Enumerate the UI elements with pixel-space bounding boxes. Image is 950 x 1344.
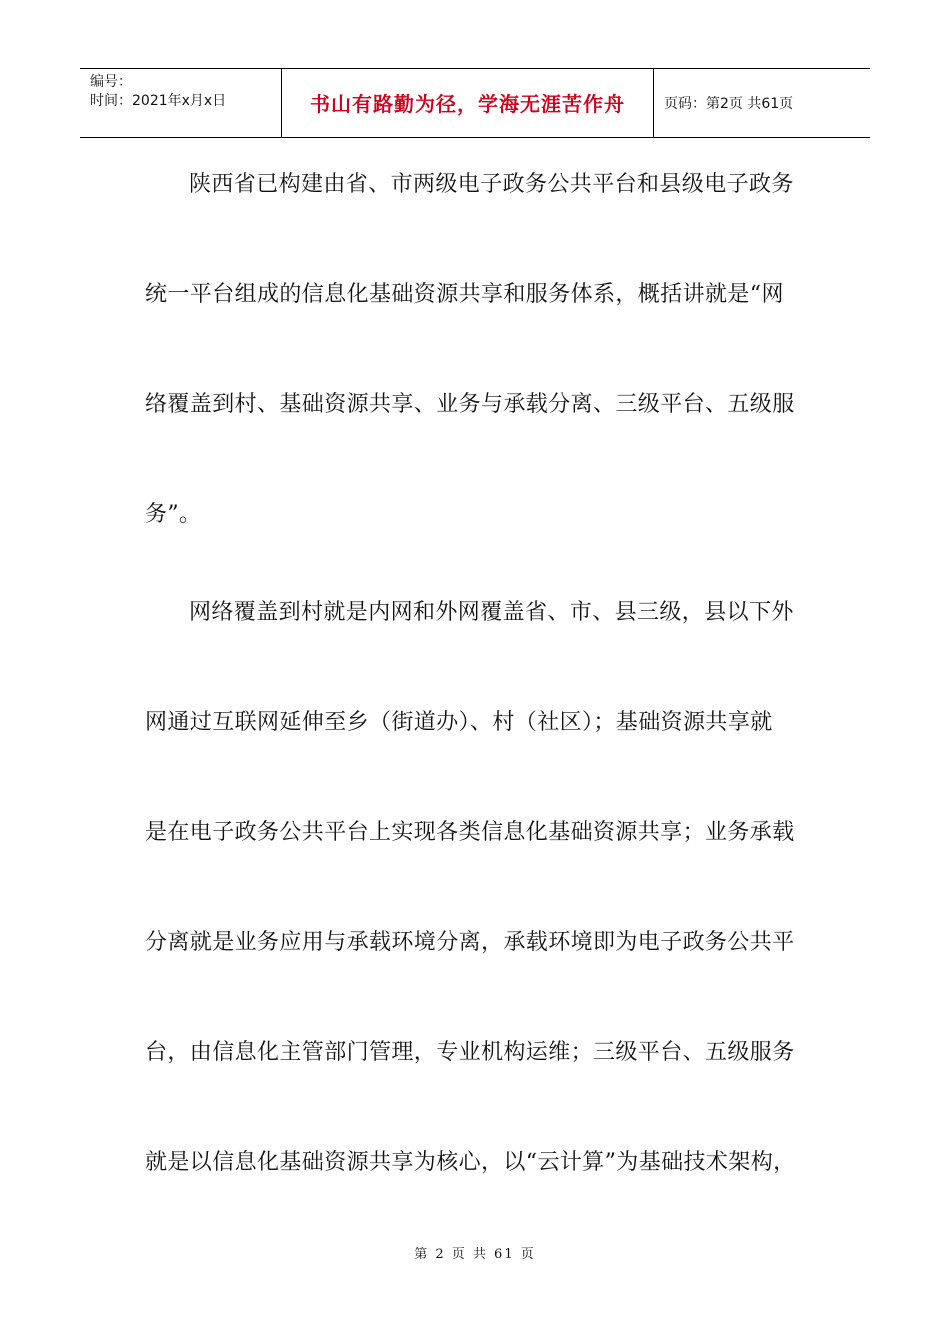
body-line: 就是以信息化基础资源共享为核心，以“云计算”为基础技术架构， (145, 1150, 796, 1175)
body-line: 络覆盖到村、基础资源共享、业务与承载分离、三级平台、五级服 (145, 392, 795, 417)
document-header (80, 68, 870, 138)
body-line: 网络覆盖到村就是内网和外网覆盖省、市、县三级，县以下外 (189, 600, 794, 625)
body-line: 务”。 (145, 502, 202, 527)
body-line: 网通过互联网延伸至乡（街道办）、村（社区）；基础资源共享就 (145, 710, 773, 735)
header-motto: 书山有路勤为径，学海无涯苦作舟 (310, 92, 625, 116)
body-line: 陕西省已构建由省、市两级电子政务公共平台和县级电子政务 (189, 172, 794, 197)
header-meta-cell (80, 69, 282, 137)
body-line: 统一平台组成的信息化基础资源共享和服务体系，概括讲就是“网 (145, 282, 784, 307)
body-line: 分离就是业务应用与承载环境分离，承载环境即为电子政务公共平 (145, 930, 795, 955)
body-line: 是在电子政务公共平台上实现各类信息化基础资源共享；业务承载 (145, 820, 795, 845)
header-page-cell (654, 69, 870, 137)
header-page-code: 页码：第2页 共61页 (664, 96, 794, 112)
body-line: 台，由信息化主管部门管理，专业机构运维；三级平台、五级服务 (145, 1040, 795, 1065)
page-footer: 第 2 页 共 61 页 (414, 1247, 536, 1262)
document-number-label: 编号： (90, 74, 132, 90)
document-date-label: 时间：2021年x月x日 (90, 93, 227, 109)
header-motto-cell (282, 69, 654, 137)
